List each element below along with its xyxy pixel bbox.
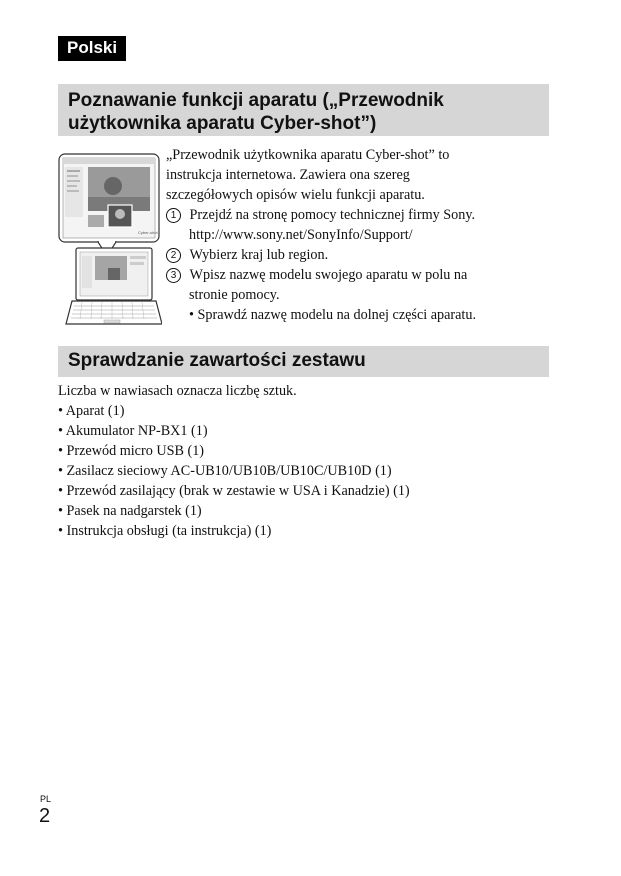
list-item: • Przewód zasilający (brak w zestawie w USA i Kanadzie) (1) bbox=[58, 483, 410, 499]
list-item: • Zasilacz sieciowy AC-UB10/UB10B/UB10C/UB10D (1) bbox=[58, 463, 392, 479]
heading-line: Sprawdzanie zawartości zestawu bbox=[68, 350, 366, 371]
heading-line: Poznawanie funkcji aparatu („Przewodnik bbox=[68, 90, 444, 111]
intro-paragraph bbox=[166, 145, 449, 205]
list-item: • Pasek na nadgarstek (1) bbox=[58, 503, 202, 519]
svg-text:Cyber-shot: Cyber-shot bbox=[138, 230, 158, 235]
step-text: Wpisz nazwę modelu swojego aparatu w polu na bbox=[189, 267, 468, 283]
model-name-note: • Sprawdź nazwę modelu na dolnej części aparatu. bbox=[189, 307, 477, 323]
step-3 bbox=[166, 265, 467, 285]
page-number: 2 bbox=[39, 805, 51, 827]
section-heading-package-contents bbox=[58, 346, 549, 377]
section-heading-camera-functions bbox=[58, 84, 549, 136]
list-item: • Aparat (1) bbox=[58, 403, 125, 419]
step-number: 3 bbox=[166, 268, 181, 283]
step-text: Wybierz kraj lub region. bbox=[189, 247, 329, 263]
heading-line: użytkownika aparatu Cyber-shot”) bbox=[68, 113, 377, 134]
intro-line: szczegółowych opisów wielu funkcji aparatu. bbox=[166, 187, 425, 203]
list-item: • Instrukcja obsługi (ta instrukcja) (1) bbox=[58, 523, 272, 539]
intro-line: „Przewodnik użytkownika aparatu Cyber-shot” to bbox=[166, 147, 450, 163]
step-number: 2 bbox=[166, 248, 181, 263]
step-text-continued: stronie pomocy. bbox=[189, 287, 280, 303]
language-tag: Polski bbox=[58, 36, 126, 61]
support-url: http://www.sony.net/SonyInfo/Support/ bbox=[189, 227, 413, 243]
contents-intro: Liczba w nawiasach oznacza liczbę sztuk. bbox=[58, 383, 297, 399]
laptop-help-guide-illustration bbox=[58, 153, 162, 325]
step-1 bbox=[166, 205, 475, 225]
step-number: 1 bbox=[166, 208, 181, 223]
step-2 bbox=[166, 245, 328, 265]
footer-language-code: PL bbox=[40, 794, 52, 804]
list-item: • Przewód micro USB (1) bbox=[58, 443, 205, 459]
step-text: Przejdź na stronę pomocy technicznej firmy Sony. bbox=[189, 207, 476, 223]
intro-line: instrukcja internetowa. Zawiera ona szereg bbox=[166, 167, 410, 183]
list-item: • Akumulator NP-BX1 (1) bbox=[58, 423, 208, 439]
contents-list bbox=[58, 381, 410, 541]
